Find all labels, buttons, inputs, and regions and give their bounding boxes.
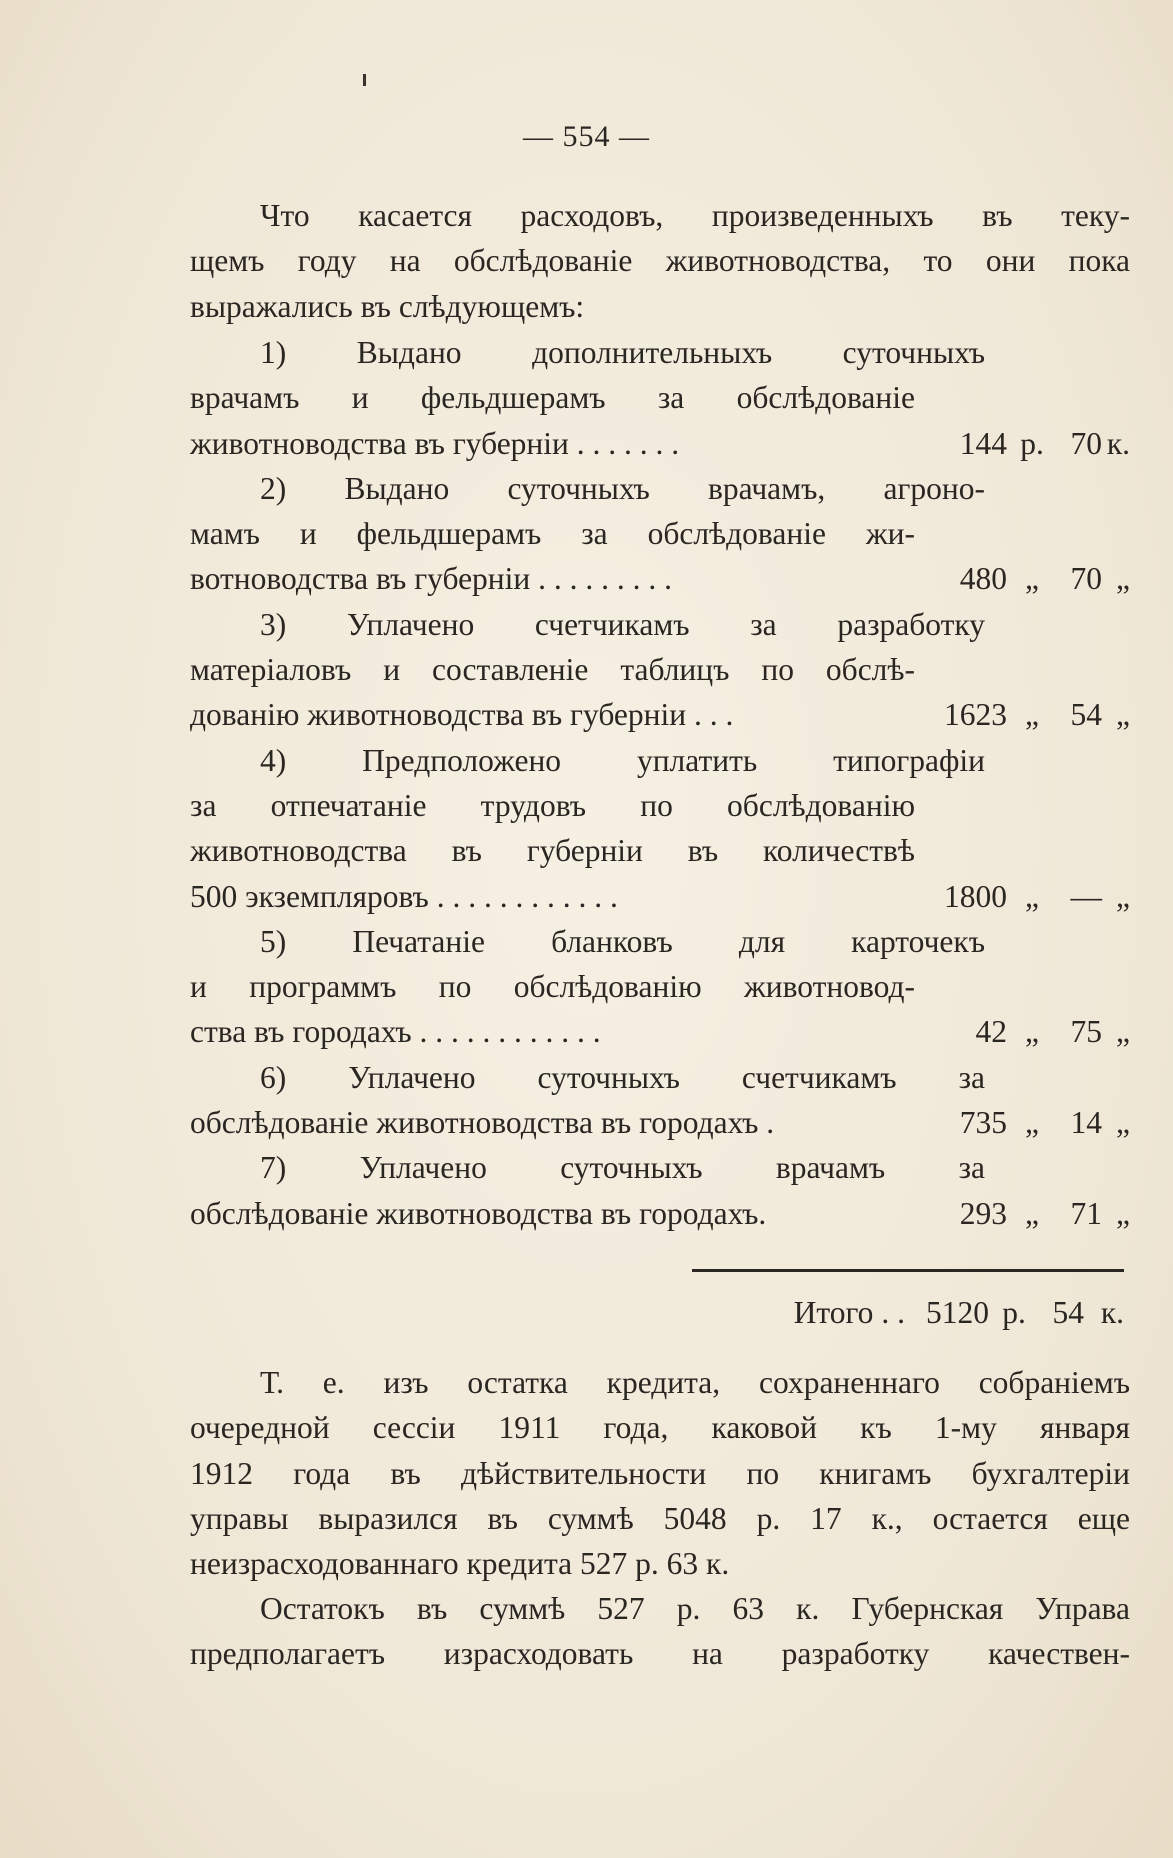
item-text: 1) Выдано дополнительныхъ суточныхъ bbox=[260, 335, 985, 370]
total-kopecks: 54 bbox=[1052, 1295, 1084, 1330]
item-text: животноводства въ губерніи въ количествѣ bbox=[190, 833, 915, 869]
kopecks-mark: „ bbox=[1116, 697, 1130, 733]
rubles-mark: р. bbox=[1020, 425, 1044, 461]
rubles-mark: „ bbox=[1025, 1105, 1039, 1141]
item-amount bbox=[915, 1009, 1130, 1054]
text-line: щемъ году на обслѣдованіе животноводства, то они пока bbox=[190, 243, 1130, 279]
text-line: Остатокъ въ суммѣ 527 р. 63 к. Губернская Управа bbox=[260, 1591, 1130, 1626]
amount-rubles: 293 bbox=[959, 1195, 1007, 1231]
amount-kopecks: 54 bbox=[1070, 697, 1102, 733]
item-amount bbox=[915, 556, 1130, 601]
item-amount bbox=[915, 874, 1130, 919]
item-text: животноводства въ губерніи . . . . . . . bbox=[190, 425, 680, 461]
text-line: Т. е. изъ остатка кредита, сохраненнаго собраніемъ bbox=[260, 1365, 1130, 1400]
amount-rubles: 42 bbox=[975, 1014, 1007, 1050]
amount-kopecks: 71 bbox=[1070, 1195, 1102, 1231]
expense-list bbox=[190, 330, 1130, 1236]
amount-rubles: 1800 bbox=[944, 878, 1007, 914]
item-text: 500 экземпляровъ . . . . . . . . . . . . bbox=[190, 878, 618, 914]
item-text: мамъ и фельдшерамъ за обслѣдованіе жи- bbox=[190, 516, 915, 552]
amount-rubles: 144 bbox=[959, 425, 1007, 461]
item-text: и программъ по обслѣдованію животновод- bbox=[190, 969, 915, 1005]
total-line bbox=[700, 1290, 1124, 1335]
kopecks-mark: „ bbox=[1116, 1014, 1130, 1050]
text-line: предполагаетъ израсходовать на разработку качествен- bbox=[190, 1636, 1130, 1672]
expense-item bbox=[190, 1055, 1130, 1146]
text-line: очередной сессіи 1911 года, каковой къ 1-му января bbox=[190, 1410, 1130, 1446]
kopecks-mark: „ bbox=[1116, 1105, 1130, 1141]
expense-item bbox=[190, 919, 1130, 1055]
item-amount bbox=[915, 692, 1130, 737]
total-label: Итого bbox=[793, 1295, 874, 1330]
total-dots: . . bbox=[881, 1295, 905, 1330]
amount-kopecks: — bbox=[1070, 878, 1102, 914]
item-text: ства въ городахъ . . . . . . . . . . . . bbox=[190, 1014, 601, 1050]
amount-kopecks: 75 bbox=[1070, 1014, 1102, 1050]
item-amount bbox=[915, 1191, 1130, 1236]
text-line: 1912 года въ дѣйствительности по книгамъ бухгалтеріи bbox=[190, 1455, 1130, 1491]
expense-item bbox=[190, 1145, 1130, 1236]
text-line: Что касается расходовъ, произведенныхъ въ теку- bbox=[260, 198, 1130, 233]
amount-kopecks: 70 bbox=[1070, 561, 1102, 597]
total-rubles-mark: р. bbox=[1002, 1295, 1026, 1330]
amount-kopecks: 70 bbox=[1070, 425, 1102, 461]
kopecks-mark: к. bbox=[1106, 425, 1130, 461]
intro-paragraph bbox=[190, 193, 1130, 329]
expense-item bbox=[190, 738, 1130, 919]
amount-kopecks: 14 bbox=[1070, 1105, 1102, 1141]
expense-item bbox=[190, 466, 1130, 602]
rubles-mark: „ bbox=[1025, 878, 1039, 914]
item-text: обслѣдованіе животноводства въ городахъ . bbox=[190, 1105, 775, 1141]
total-rule bbox=[692, 1269, 1124, 1272]
page-number: — 554 — bbox=[523, 120, 650, 153]
amount-rubles: 735 bbox=[959, 1105, 1007, 1141]
item-text: 2) Выдано суточныхъ врачамъ, агроно- bbox=[260, 470, 985, 506]
print-mark bbox=[363, 74, 366, 86]
rubles-mark: „ bbox=[1025, 561, 1039, 597]
item-text: 4) Предположено уплатить типографіи bbox=[260, 742, 985, 778]
rubles-mark: „ bbox=[1025, 697, 1039, 733]
expense-item bbox=[190, 602, 1130, 738]
paragraph-plan bbox=[190, 1586, 1130, 1677]
text-line: управы выразился въ суммѣ 5048 р. 17 к., остается еще bbox=[190, 1500, 1130, 1536]
item-text: вотноводства въ губерніи . . . . . . . . . bbox=[190, 561, 673, 597]
item-text: 3) Уплачено счетчикамъ за разработку bbox=[260, 606, 985, 642]
item-text: 5) Печатаніе бланковъ для карточекъ bbox=[260, 923, 985, 959]
item-text: матеріаловъ и составленіе таблицъ по обслѣ- bbox=[190, 652, 915, 688]
kopecks-mark: „ bbox=[1116, 1195, 1130, 1231]
text-line: выражались въ слѣдующемъ: bbox=[190, 288, 585, 324]
paragraph-remainder bbox=[190, 1360, 1130, 1586]
item-text: врачамъ и фельдшерамъ за обслѣдованіе bbox=[190, 380, 915, 416]
rubles-mark: „ bbox=[1025, 1195, 1039, 1231]
kopecks-mark: „ bbox=[1116, 561, 1130, 597]
text-line: неизрасходованнаго кредита 527 р. 63 к. bbox=[190, 1546, 730, 1582]
expense-item bbox=[190, 330, 1130, 466]
item-text: дованію животноводства въ губерніи . . . bbox=[190, 697, 734, 733]
total-kopecks-mark: к. bbox=[1100, 1295, 1124, 1330]
item-text: за отпечатаніе трудовъ по обслѣдованію bbox=[190, 787, 915, 823]
item-amount bbox=[915, 1100, 1130, 1145]
item-text: 6) Уплачено суточныхъ счетчикамъ за bbox=[260, 1059, 985, 1095]
amount-rubles: 1623 bbox=[944, 697, 1007, 733]
item-text: обслѣдованіе животноводства въ городахъ. bbox=[190, 1195, 767, 1231]
total-rubles: 5120 bbox=[926, 1295, 989, 1330]
kopecks-mark: „ bbox=[1116, 878, 1130, 914]
item-text: 7) Уплачено суточныхъ врачамъ за bbox=[260, 1150, 985, 1186]
rubles-mark: „ bbox=[1025, 1014, 1039, 1050]
item-amount bbox=[915, 421, 1130, 466]
amount-rubles: 480 bbox=[959, 561, 1007, 597]
